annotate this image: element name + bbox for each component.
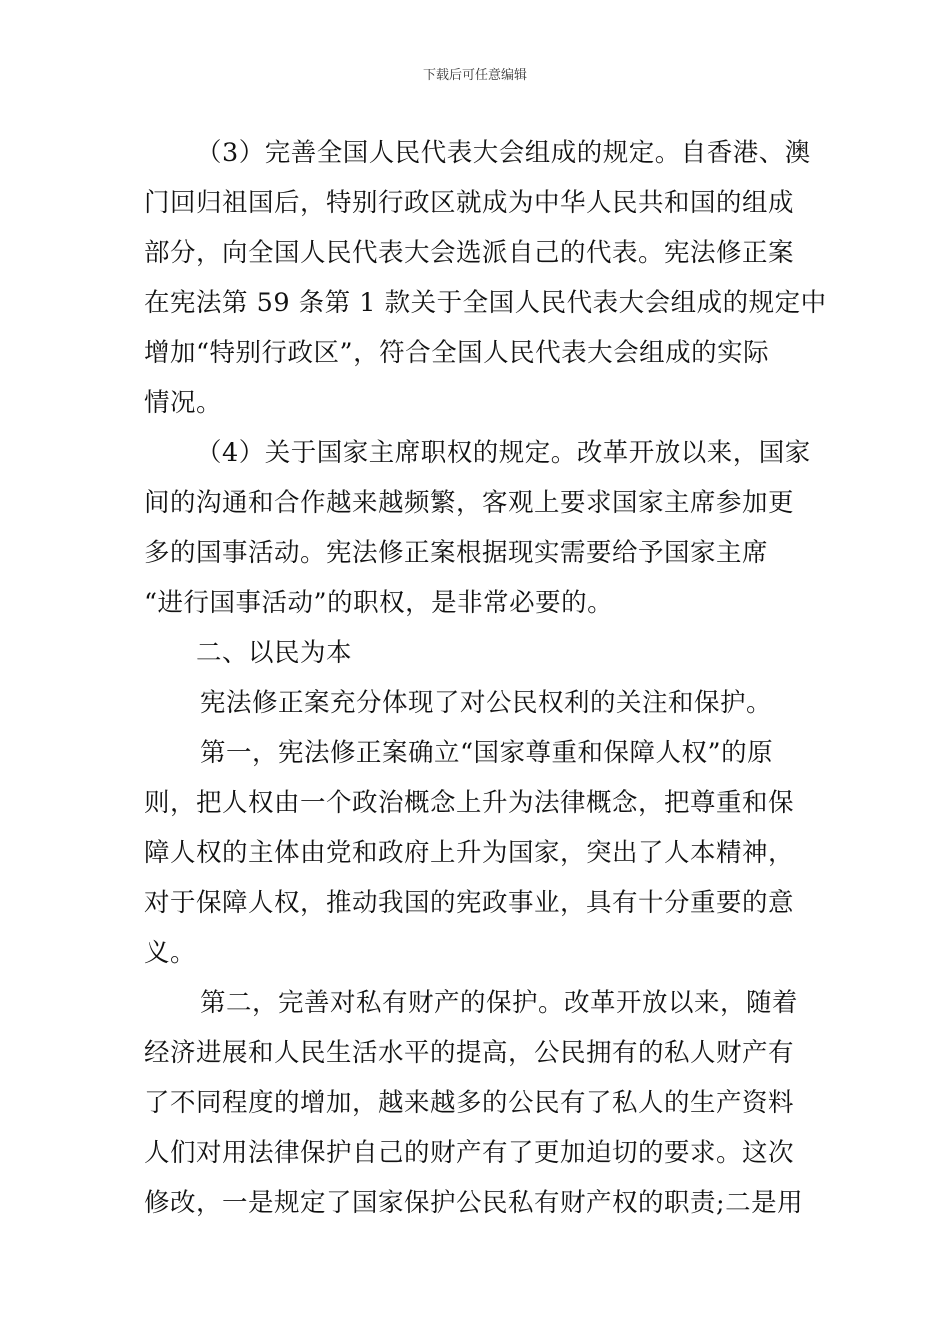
text-line: 则，把人权由一个政治概念上升为法律概念，把尊重和保 [144, 788, 795, 818]
text-line: （3）完善全国人民代表大会组成的规定。自香港、澳 [196, 138, 811, 168]
text-line: 人们对用法律保护自己的财产有了更加迫切的要求。这次 [144, 1138, 795, 1168]
page-header: 下载后可任意编辑 [422, 68, 527, 83]
text-line: 第二，完善对私有财产的保护。改革开放以来，随着 [200, 988, 799, 1018]
text-line: （4）关于国家主席职权的规定。改革开放以来，国家 [196, 438, 811, 468]
text-line: 在宪法第 59 条第 1 款关于全国人民代表大会组成的规定中 [144, 288, 827, 318]
text-line: 义。 [144, 938, 197, 968]
text-line: 多的国事活动。宪法修正案根据现实需要给予国家主席 [144, 538, 769, 568]
text-line: 二、以民为本 [196, 638, 353, 668]
text-line: 宪法修正案充分体现了对公民权利的关注和保护。 [200, 688, 773, 718]
text-line: 障人权的主体由党和政府上升为国家，突出了人本精神， [144, 838, 795, 868]
text-line: 部分，向全国人民代表大会选派自己的代表。宪法修正案 [144, 238, 795, 268]
text-line: 门回归祖国后，特别行政区就成为中华人民共和国的组成 [144, 188, 795, 218]
text-line: 了不同程度的增加，越来越多的公民有了私人的生产资料 [144, 1088, 795, 1118]
text-line: 经济进展和人民生活水平的提高，公民拥有的私人财产有 [144, 1038, 795, 1068]
text-line: 修改，一是规定了国家保护公民私有财产权的职责;二是用 [144, 1188, 804, 1218]
text-line: 第一，宪法修正案确立“国家尊重和保障人权”的原 [200, 738, 774, 768]
text-line: “进行国事活动”的职权，是非常必要的。 [144, 588, 614, 618]
text-line: 增加“特别行政区”，符合全国人民代表大会组成的实际 [144, 338, 770, 368]
text-line: 间的沟通和合作越来越频繁，客观上要求国家主席参加更 [144, 488, 795, 518]
text-line: 对于保障人权，推动我国的宪政事业，具有十分重要的意 [144, 888, 795, 918]
text-line: 情况。 [144, 388, 223, 418]
document-body [144, 128, 827, 1228]
